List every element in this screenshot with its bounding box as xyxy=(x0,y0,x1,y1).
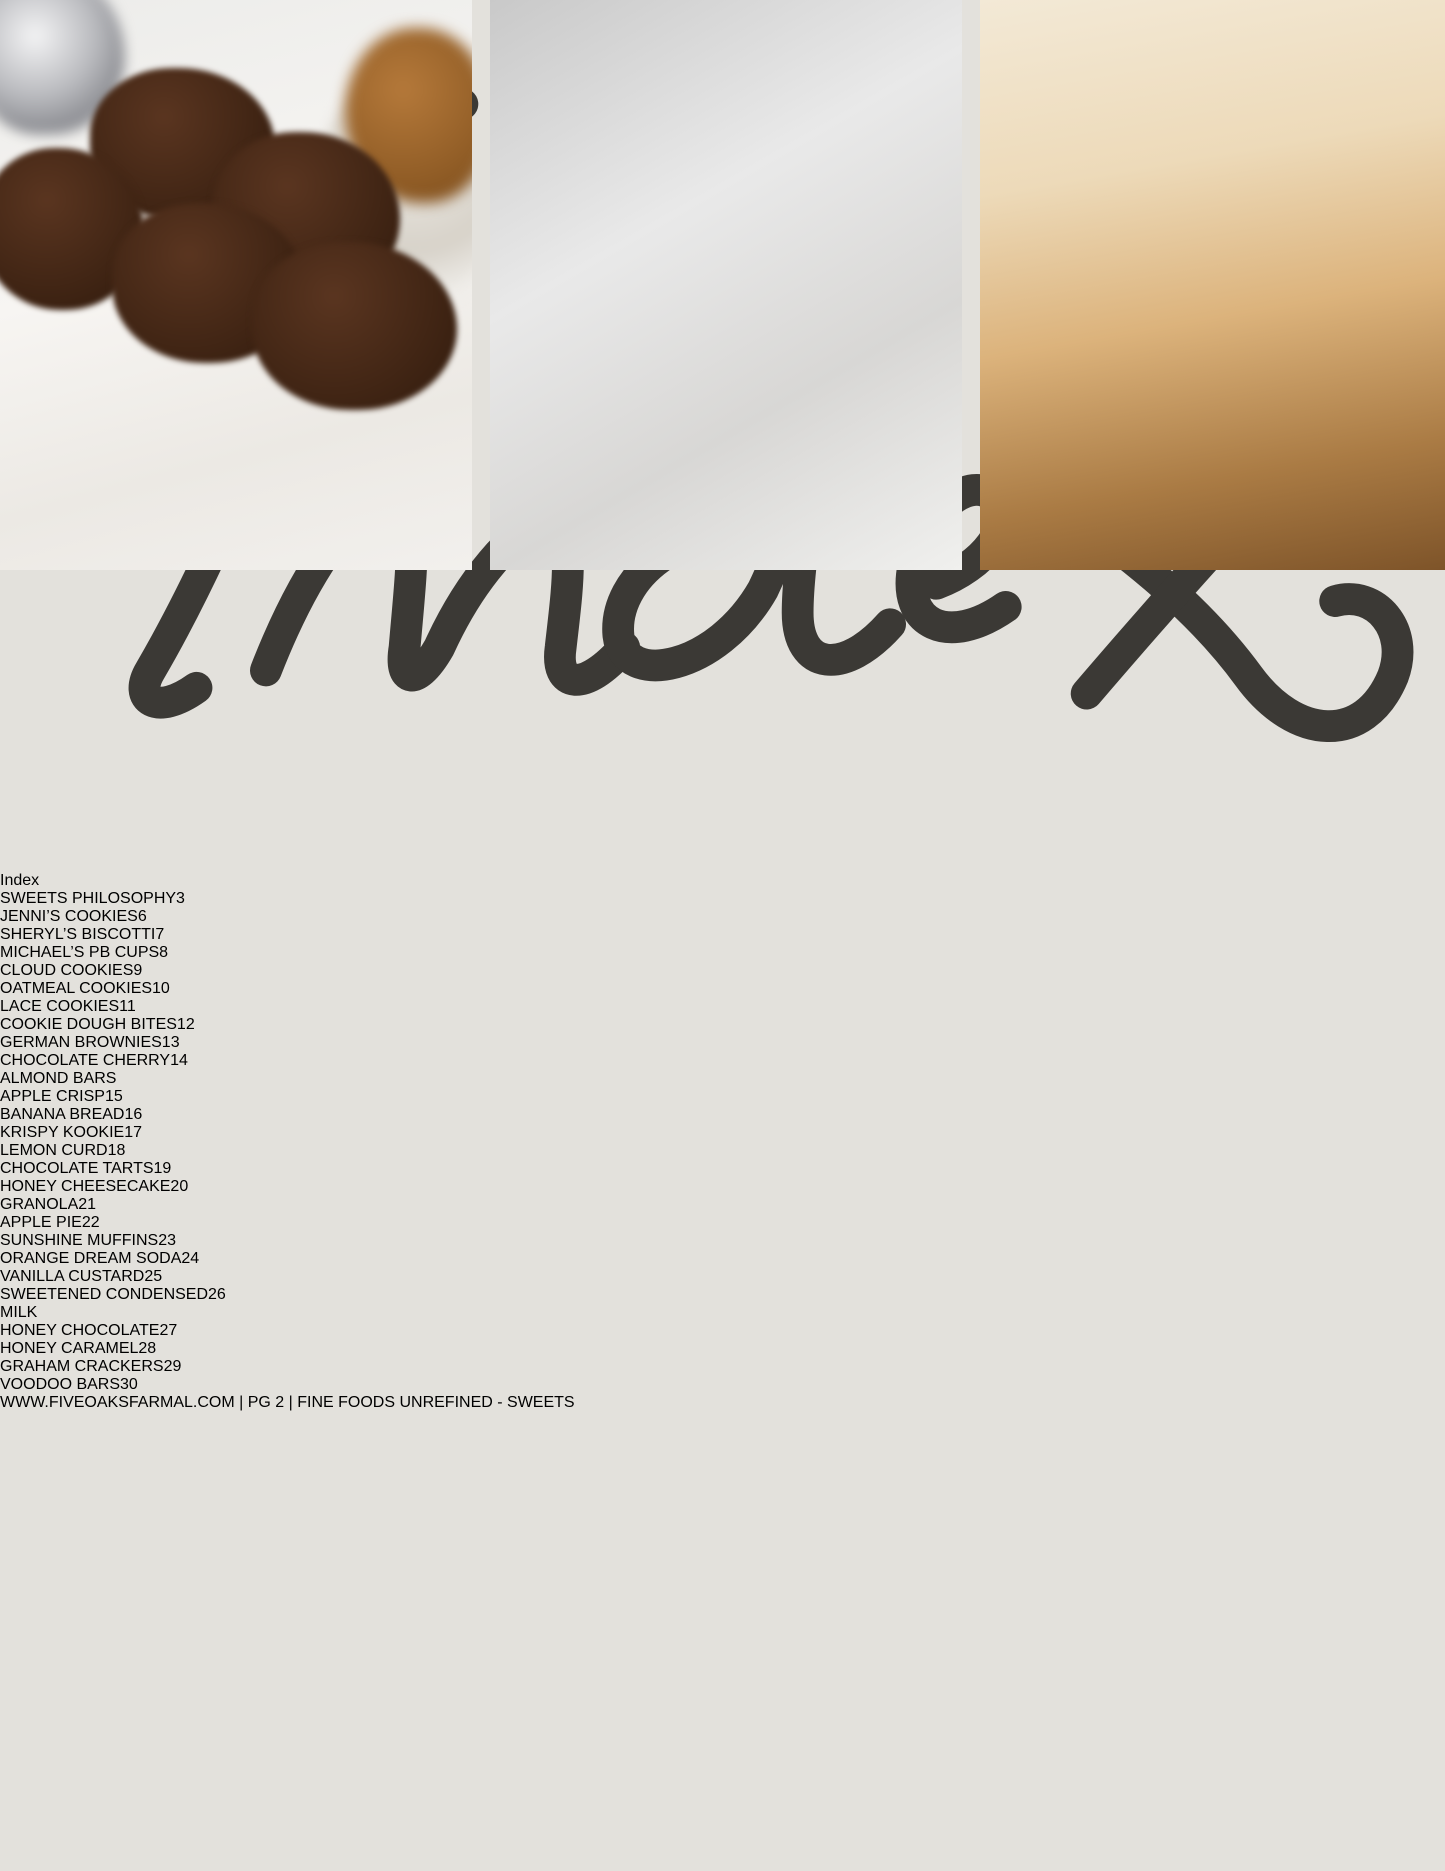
index-entry xyxy=(0,1214,1445,1232)
index-entry-page: 19 xyxy=(153,1160,172,1177)
index-entry-label: VOODOO BARS xyxy=(0,1376,121,1393)
index-entry-page: 12 xyxy=(176,1016,195,1033)
index-entry xyxy=(0,1358,1445,1376)
photo-orange-cream-drink xyxy=(980,0,1445,570)
index-entry-label: ALMOND BARS xyxy=(0,1070,117,1087)
index-entry xyxy=(0,1052,1445,1070)
photo-strawberry-cheesecake xyxy=(490,0,962,570)
index-entry-label: APPLE PIE xyxy=(0,1214,82,1231)
index-entry-label: KRISPY KOOKIE xyxy=(0,1124,125,1141)
index-entry xyxy=(0,1088,1445,1106)
index-entry-label: LACE COOKIES xyxy=(0,998,120,1015)
index-entry xyxy=(0,1106,1445,1124)
index-entry-page: 15 xyxy=(104,1088,123,1105)
index-entry-page: 13 xyxy=(161,1034,180,1051)
index-entry-page: 27 xyxy=(159,1322,178,1339)
index-entry-label: GERMAN BROWNIES xyxy=(0,1034,162,1051)
index-entry-label: SUNSHINE MUFFINS xyxy=(0,1232,159,1249)
index-entry-page: 25 xyxy=(144,1268,163,1285)
index-entry xyxy=(0,1322,1445,1340)
index-entry-label: CHOCOLATE CHERRY xyxy=(0,1052,171,1069)
footer-text: WWW.FIVEOAKSFARMAL.COM | PG 2 | FINE FOODS UNREFINED - SWEETS xyxy=(0,1394,575,1411)
index-entry-label: MICHAEL’S PB CUPS xyxy=(0,944,160,961)
index-entry-label: BANANA BREAD xyxy=(0,1106,125,1123)
index-entry-label: SWEETS PHILOSOPHY xyxy=(0,890,177,907)
index-entry-page: 10 xyxy=(152,980,170,997)
index-entry xyxy=(0,1034,1445,1052)
index-entry-page: 9 xyxy=(133,962,143,979)
index-entry xyxy=(0,908,1445,926)
index-entry-label: HONEY CHEESECAKE xyxy=(0,1178,171,1195)
index-entry-label: CHOCOLATE TARTS xyxy=(0,1160,154,1177)
index-column-left xyxy=(0,890,1445,1142)
index-entry-page: 22 xyxy=(81,1214,100,1231)
index-entry xyxy=(0,1196,1445,1214)
index-entry-label: GRAHAM CRACKERS xyxy=(0,1358,164,1375)
index-entry-label: SWEETENED CONDENSED xyxy=(0,1286,209,1303)
index-entry-page: 21 xyxy=(78,1196,97,1213)
index-entry-page: 29 xyxy=(163,1358,182,1375)
index-entry-label: HONEY CARAMEL xyxy=(0,1340,139,1357)
index-entry-label: JENNI’S COOKIES xyxy=(0,908,138,925)
index-entry-page: 6 xyxy=(137,908,147,925)
index-entry xyxy=(0,890,1445,908)
pb-cup-shape xyxy=(252,242,457,410)
index-entry-page: 14 xyxy=(170,1052,188,1069)
index-entry xyxy=(0,998,1445,1016)
index-entry-label: CLOUD COOKIES xyxy=(0,962,134,979)
index-entry-label: ORANGE DREAM SODA xyxy=(0,1250,182,1267)
index-entry-label: LEMON CURD xyxy=(0,1142,108,1159)
index-entry-page: 20 xyxy=(170,1178,189,1195)
index-entry xyxy=(0,1232,1445,1250)
index-entry xyxy=(0,944,1445,962)
index-entry-page: 26 xyxy=(208,1286,226,1303)
index-entry xyxy=(0,1070,1445,1088)
index-entry-label: HONEY CHOCOLATE xyxy=(0,1322,160,1339)
index-entry-page: 17 xyxy=(124,1124,142,1141)
index-column-right xyxy=(0,1142,1445,1394)
index-entry-label: GRANOLA xyxy=(0,1196,79,1213)
index-entry xyxy=(0,1268,1445,1286)
index-entry-label: VANILLA CUSTARD xyxy=(0,1268,145,1285)
index-entry-label: MILK xyxy=(0,1304,38,1321)
index-entry-page: 3 xyxy=(176,890,185,907)
index-entry xyxy=(0,1286,1445,1304)
index-entry xyxy=(0,1142,1445,1160)
index-entry-label: OATMEAL COOKIES xyxy=(0,980,153,997)
index-entry-page: 28 xyxy=(138,1340,157,1357)
index-entry-page: 24 xyxy=(181,1250,200,1267)
index-entry-label: SHERYL’S BISCOTTI xyxy=(0,926,156,943)
index-entry xyxy=(0,1376,1445,1394)
index-entry-page: 16 xyxy=(124,1106,143,1123)
index-entry xyxy=(0,1016,1445,1034)
index-entry xyxy=(0,926,1445,944)
index-entry xyxy=(0,1178,1445,1196)
index-entry-page: 23 xyxy=(158,1232,177,1249)
photo-peanut-butter-cups xyxy=(0,0,472,570)
index-entry xyxy=(0,1160,1445,1178)
index-entry xyxy=(0,980,1445,998)
index-entry-page: 11 xyxy=(119,998,136,1015)
index-entry xyxy=(0,962,1445,980)
index-entry-page: 7 xyxy=(155,926,165,943)
index-entry-label: COOKIE DOUGH BITES xyxy=(0,1016,177,1033)
index-title-text: Index xyxy=(0,872,40,889)
index-entry-page: 8 xyxy=(159,944,169,961)
index-entry xyxy=(0,1124,1445,1142)
index-entry xyxy=(0,1340,1445,1358)
index-entry xyxy=(0,1250,1445,1268)
index-entry-page: 30 xyxy=(120,1376,138,1393)
index-entry xyxy=(0,1304,1445,1322)
index-entry-label: APPLE CRISP xyxy=(0,1088,105,1105)
index-entry-page: 18 xyxy=(107,1142,126,1159)
